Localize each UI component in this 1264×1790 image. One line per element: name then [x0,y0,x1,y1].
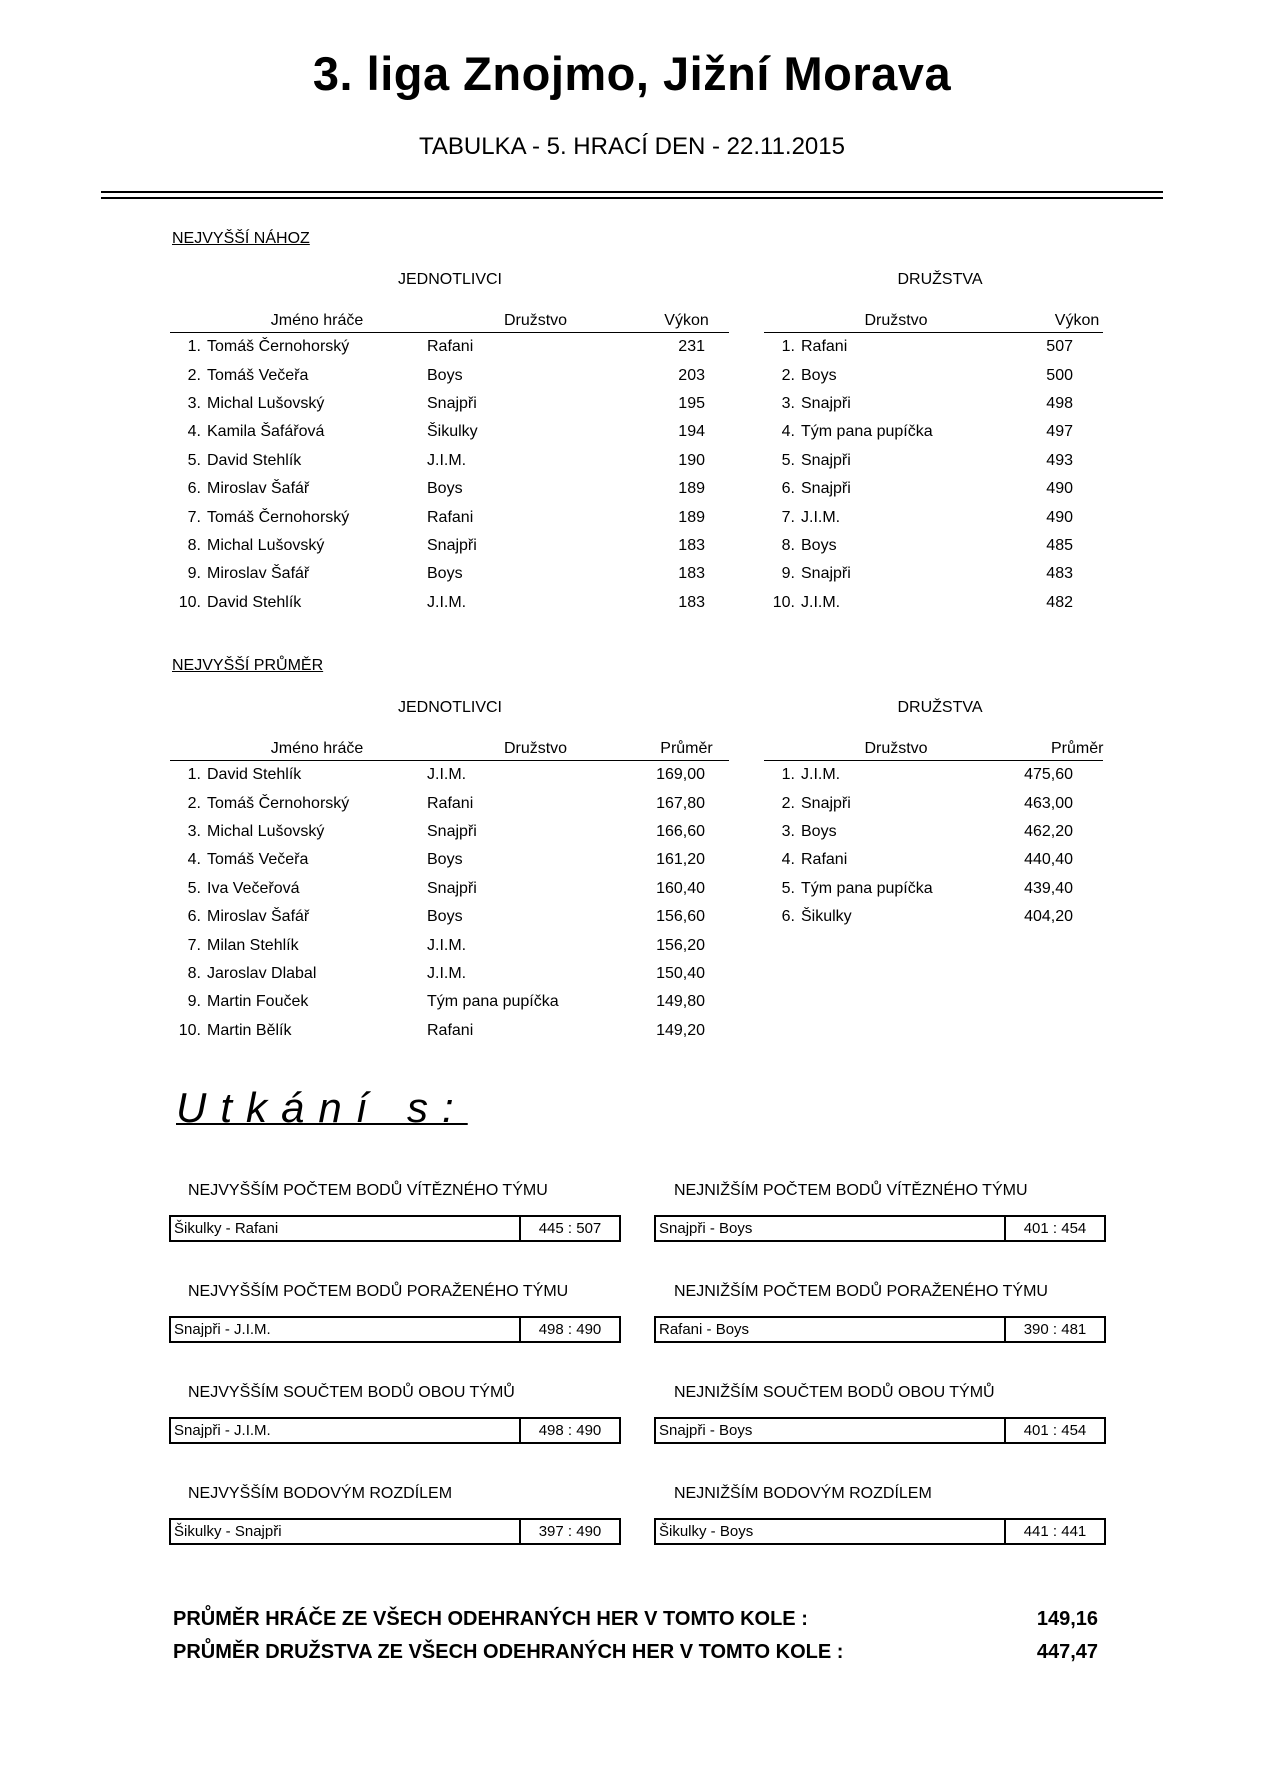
value-cell: 156,60 [656,908,705,926]
value-cell: 485 [1046,536,1073,554]
spacer-cell [1073,361,1103,389]
team-cell: Rafani [427,794,474,812]
value-cell: 149,80 [656,993,705,1011]
match-result-box [654,1518,1106,1545]
match-result-box [654,1417,1106,1444]
spacer-cell [705,503,729,531]
team-cell: Tým pana pupíčka [801,423,933,441]
match-teams: Snajpři - J.I.M. [171,1419,521,1442]
table-row [170,818,729,846]
value-cell: 189 [678,480,705,498]
rank-cell: 3. [781,394,795,412]
match-score: 498 : 490 [538,1422,602,1439]
match-teams: Šikulky - Snajpři [171,1520,521,1543]
value-cell: 497 [1046,423,1073,441]
rank-cell: 8. [187,536,201,554]
value-cell: 149,20 [656,1021,705,1039]
rank-cell: 5. [187,451,201,469]
value-cell: 183 [678,593,705,611]
value-cell: 194 [678,423,705,441]
spacer-cell [1073,560,1103,588]
value-cell: 483 [1046,565,1073,583]
table-row [764,789,1103,817]
rank-cell: 2. [781,794,795,812]
team-cell: Tým pana pupíčka [427,993,559,1011]
table-row [170,418,729,446]
rank-cell: 3. [781,822,795,840]
rank-cell: 6. [187,480,201,498]
team-cell: Šikulky [427,423,478,441]
match-teams: Snajpři - J.I.M. [171,1318,521,1341]
player-name-cell: Michal Lušovský [207,536,325,554]
rank-cell: 3. [187,394,201,412]
player-name-cell: Tomáš Černohorský [207,338,350,356]
value-cell: 490 [1046,480,1073,498]
spacer-cell [1073,333,1103,362]
team-cell: Snajpři [801,480,851,498]
table-row [170,475,729,503]
spacer-cell [1073,390,1103,418]
table-row [764,818,1103,846]
value-cell: 500 [1046,366,1073,384]
spacer-cell [705,418,729,446]
team-cell: J.I.M. [801,508,841,526]
match-category-label: NEJNIŽŠÍM BODOVÝM ROZDÍLEM [674,1485,932,1502]
table-row [170,761,729,790]
spacer-cell [1073,532,1103,560]
match-score: 441 : 441 [1023,1523,1087,1540]
table-row [764,560,1103,588]
table-row [764,390,1103,418]
player-average-value: 149,16 [1036,1608,1098,1630]
spacer-cell [1073,761,1103,790]
matches-title: Utkání s: [176,1084,468,1131]
team-cell: Snajpři [427,822,477,840]
player-average-label: PRŮMĚR HRÁČE ZE VŠECH ODEHRANÝCH HER V TOMTO KOLE : [173,1608,808,1630]
spacer-cell [705,818,729,846]
table-row [764,361,1103,389]
match-result-box [654,1316,1106,1343]
player-name-cell: Tomáš Večeřa [207,851,309,869]
column-header-value: Výkon [991,304,1103,333]
spacer-cell [705,789,729,817]
teams-heading: DRUŽSTVA [897,699,983,716]
spacer-cell [1073,789,1103,817]
spacer-cell [1073,818,1103,846]
match-score: 445 : 507 [538,1220,602,1237]
rank-cell: 4. [187,423,201,441]
team-cell: Boys [427,851,463,869]
team-cell: Boys [801,536,837,554]
spacer-cell [705,903,729,931]
highest-average-individuals-table [170,732,729,1045]
column-header-value: Výkon [644,304,729,333]
table-row [170,532,729,560]
table-row [170,789,729,817]
table-row [170,988,729,1016]
team-cell: Šikulky [801,908,852,926]
column-header-team: Družstvo [427,304,644,333]
match-teams: Snajpři - Boys [656,1217,1006,1240]
match-category-label: NEJVYŠŠÍM POČTEM BODŮ VÍTĚZNÉHO TÝMU [188,1182,548,1199]
match-score: 390 : 481 [1023,1321,1087,1338]
value-cell: 439,40 [1024,879,1073,897]
rank-cell: 9. [187,565,201,583]
column-header-player: Jméno hráče [207,304,427,333]
individuals-heading: JEDNOTLIVCI [397,271,502,288]
value-cell: 167,80 [656,794,705,812]
team-cell: Boys [801,822,837,840]
player-name-cell: Miroslav Šafář [207,565,310,583]
player-name-cell: David Stehlík [207,766,302,784]
value-cell: 150,40 [656,964,705,982]
match-result-box [169,1316,621,1343]
team-cell: J.I.M. [427,936,467,954]
player-name-cell: Tomáš Černohorský [207,794,350,812]
value-cell: 169,00 [656,766,705,784]
rank-cell: 7. [187,508,201,526]
rank-cell: 2. [781,366,795,384]
column-header-player: Jméno hráče [207,732,427,761]
value-cell: 490 [1046,508,1073,526]
team-cell: Boys [427,908,463,926]
spacer-cell [705,931,729,959]
match-category-label: NEJNIŽŠÍM POČTEM BODŮ VÍTĚZNÉHO TÝMU [674,1182,1028,1199]
table-row [764,589,1103,617]
table-header-row [170,732,729,761]
value-cell: 231 [678,338,705,356]
spacer-cell [705,589,729,617]
rank-cell: 9. [781,565,795,583]
table-row [170,333,729,362]
team-cell: Snajpři [801,794,851,812]
spacer-cell [705,532,729,560]
page-title: 3. liga Znojmo, Jižní Morava [312,47,952,100]
spacer-cell [705,988,729,1016]
spacer-cell [1073,447,1103,475]
player-name-cell: Jaroslav Dlabal [207,964,317,982]
column-header-team: Družstvo [801,732,991,761]
highest-average-teams-table [764,732,1103,931]
spacer-cell [705,447,729,475]
match-score: 401 : 454 [1023,1422,1087,1439]
rank-cell: 6. [781,908,795,926]
table-row [764,761,1103,790]
rank-cell: 7. [781,508,795,526]
match-teams: Snajpři - Boys [656,1419,1006,1442]
spacer-cell [1073,589,1103,617]
rank-cell: 2. [187,366,201,384]
rank-cell: 5. [187,879,201,897]
value-cell: 195 [678,394,705,412]
match-teams: Šikulky - Rafani [171,1217,521,1240]
player-name-cell: Miroslav Šafář [207,908,310,926]
player-name-cell: Milan Stehlík [207,936,299,954]
table-row [764,447,1103,475]
value-cell: 493 [1046,451,1073,469]
highest-throw-individuals-table [170,304,729,617]
rank-cell: 9. [187,993,201,1011]
table-row [764,333,1103,362]
spacer-cell [705,390,729,418]
table-header-row [170,304,729,333]
value-cell: 156,20 [656,936,705,954]
column-header-team: Družstvo [801,304,991,333]
spacer-cell [1073,503,1103,531]
team-cell: Tým pana pupíčka [801,879,933,897]
table-row [170,447,729,475]
team-cell: Snajpři [427,394,477,412]
table-row [764,503,1103,531]
player-name-cell: Martin Fouček [207,993,309,1011]
section-title-highest-throw: NEJVYŠŠÍ NÁHOZ [172,230,310,247]
player-name-cell: Miroslav Šafář [207,480,310,498]
table-row [170,503,729,531]
rank-cell: 5. [781,879,795,897]
team-cell: Boys [427,565,463,583]
table-row [764,903,1103,931]
value-cell: 183 [678,536,705,554]
value-cell: 203 [678,366,705,384]
rank-cell: 1. [781,338,795,356]
value-cell: 498 [1046,394,1073,412]
spacer-cell [1073,846,1103,874]
rank-cell: 1. [781,766,795,784]
rank-cell: 2. [187,794,201,812]
table-row [764,875,1103,903]
spacer-cell [1073,875,1103,903]
column-header-value: Průměr [644,732,729,761]
value-cell: 166,60 [656,822,705,840]
spacer-cell [1073,418,1103,446]
match-category-label: NEJVYŠŠÍM SOUČTEM BODŮ OBOU TÝMŮ [188,1384,515,1401]
value-cell: 190 [678,451,705,469]
match-category-label: NEJNIŽŠÍM POČTEM BODŮ PORAŽENÉHO TÝMU [674,1283,1048,1300]
rank-cell: 10. [772,593,795,611]
value-cell: 463,00 [1024,794,1073,812]
table-row [764,418,1103,446]
team-cell: J.I.M. [427,593,467,611]
table-row [170,931,729,959]
match-category-label: NEJNIŽŠÍM SOUČTEM BODŮ OBOU TÝMŮ [674,1384,995,1401]
highest-throw-teams-table [764,304,1103,617]
rank-cell: 5. [781,451,795,469]
team-cell: J.I.M. [801,593,841,611]
table-row [170,875,729,903]
table-row [170,846,729,874]
table-row [764,532,1103,560]
header-divider [101,197,1163,199]
value-cell: 160,40 [656,879,705,897]
spacer-cell [705,475,729,503]
table-row [170,390,729,418]
value-cell: 440,40 [1024,851,1073,869]
team-cell: Rafani [427,1021,474,1039]
value-cell: 161,20 [656,851,705,869]
table-row [170,1017,729,1045]
team-average-label: PRŮMĚR DRUŽSTVA ZE VŠECH ODEHRANÝCH HER V TOMTO KOLE : [173,1641,844,1663]
player-name-cell: Tomáš Černohorský [207,508,350,526]
teams-heading: DRUŽSTVA [897,271,983,288]
column-header-team: Družstvo [427,732,644,761]
value-cell: 482 [1046,593,1073,611]
spacer-cell [705,560,729,588]
table-row [170,361,729,389]
table-row [170,589,729,617]
table-header-row [764,732,1103,761]
match-score: 401 : 454 [1023,1220,1087,1237]
value-cell: 183 [678,565,705,583]
team-cell: Boys [427,480,463,498]
team-cell: Rafani [801,851,848,869]
team-cell: Boys [801,366,837,384]
rank-cell: 10. [178,1021,201,1039]
spacer-cell [705,960,729,988]
team-average-value: 447,47 [1036,1641,1098,1663]
table-row [764,846,1103,874]
match-result-box [654,1215,1106,1242]
player-name-cell: Tomáš Večeřa [207,366,309,384]
spacer-cell [705,846,729,874]
match-teams: Rafani - Boys [656,1318,1006,1341]
spacer-cell [705,333,729,362]
rank-cell: 1. [187,338,201,356]
rank-cell: 4. [781,423,795,441]
column-header-value: Průměr [991,732,1103,761]
spacer-cell [1073,903,1103,931]
team-cell: Rafani [427,508,474,526]
value-cell: 189 [678,508,705,526]
section-title-highest-average: NEJVYŠŠÍ PRŮMĚR [172,657,324,674]
header-divider [101,191,1163,193]
match-result-box [169,1518,621,1545]
value-cell: 462,20 [1024,822,1073,840]
table-row [170,960,729,988]
team-cell: Rafani [801,338,848,356]
team-cell: J.I.M. [427,964,467,982]
team-cell: Snajpři [801,565,851,583]
page-subtitle: TABULKA - 5. HRACÍ DEN - 22.11.2015 [419,133,845,160]
value-cell: 475,60 [1024,766,1073,784]
player-name-cell: Michal Lušovský [207,822,325,840]
rank-cell: 8. [187,964,201,982]
rank-cell: 6. [187,908,201,926]
value-cell: 507 [1046,338,1073,356]
match-score: 498 : 490 [538,1321,602,1338]
spacer-cell [705,361,729,389]
team-cell: J.I.M. [427,766,467,784]
team-cell: J.I.M. [801,766,841,784]
rank-cell: 3. [187,822,201,840]
team-cell: J.I.M. [427,451,467,469]
table-row [170,903,729,931]
player-name-cell: Iva Večeřová [207,879,300,897]
match-score: 397 : 490 [538,1523,602,1540]
match-teams: Šikulky - Boys [656,1520,1006,1543]
player-name-cell: Michal Lušovský [207,394,325,412]
match-category-label: NEJVYŠŠÍM POČTEM BODŮ PORAŽENÉHO TÝMU [188,1283,569,1300]
table-row [170,560,729,588]
player-name-cell: Martin Bělík [207,1021,292,1039]
rank-cell: 6. [781,480,795,498]
table-header-row [764,304,1103,333]
team-cell: Snajpři [801,451,851,469]
team-cell: Snajpři [427,879,477,897]
team-cell: Boys [427,366,463,384]
spacer-cell [1073,475,1103,503]
rank-cell: 10. [178,593,201,611]
spacer-cell [705,761,729,790]
rank-cell: 4. [781,851,795,869]
match-category-label: NEJVYŠŠÍM BODOVÝM ROZDÍLEM [188,1485,453,1502]
team-cell: Snajpři [801,394,851,412]
player-name-cell: David Stehlík [207,451,302,469]
rank-cell: 1. [187,766,201,784]
match-result-box [169,1417,621,1444]
table-row [764,475,1103,503]
team-cell: Rafani [427,338,474,356]
value-cell: 404,20 [1024,908,1073,926]
spacer-cell [705,875,729,903]
player-name-cell: David Stehlík [207,593,302,611]
rank-cell: 8. [781,536,795,554]
team-cell: Snajpři [427,536,477,554]
rank-cell: 4. [187,851,201,869]
player-name-cell: Kamila Šafářová [207,423,325,441]
rank-cell: 7. [187,936,201,954]
individuals-heading: JEDNOTLIVCI [397,699,502,716]
spacer-cell [705,1017,729,1045]
match-result-box [169,1215,621,1242]
